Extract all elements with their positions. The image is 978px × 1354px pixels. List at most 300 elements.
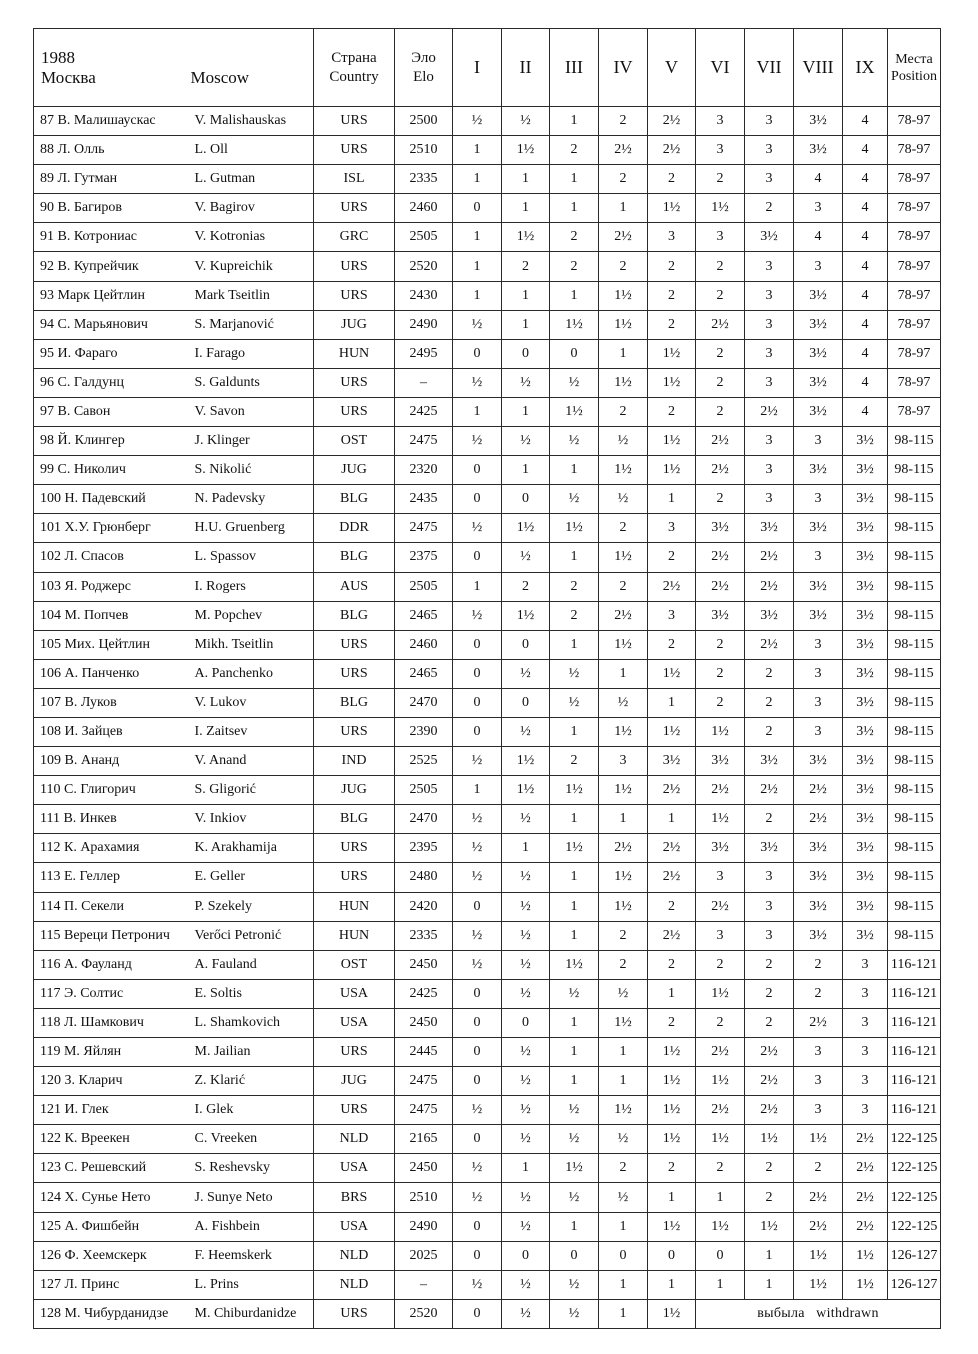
player-elo: 2465 xyxy=(395,659,453,688)
round-score-1: 1 xyxy=(453,776,502,805)
player-name-en: I. Zaitsev xyxy=(191,717,314,746)
round-score-9: 4 xyxy=(843,136,888,165)
round-score-7: 2½ xyxy=(745,1038,794,1067)
table-row xyxy=(34,252,941,281)
player-position: 98-115 xyxy=(888,892,941,921)
table-row xyxy=(34,456,941,485)
header-round-2: II xyxy=(502,29,550,107)
round-score-7: 3 xyxy=(745,427,794,456)
round-score-3: 1½ xyxy=(550,397,599,426)
header-elo-ru: Эло xyxy=(411,49,436,66)
round-score-5: 1½ xyxy=(648,1212,696,1241)
round-score-4: 1½ xyxy=(599,863,648,892)
round-score-5: 2 xyxy=(648,165,696,194)
player-elo: 2430 xyxy=(395,281,453,310)
round-score-7: 2½ xyxy=(745,776,794,805)
header-elo xyxy=(395,29,453,107)
round-score-9: 4 xyxy=(843,252,888,281)
round-score-6: 1½ xyxy=(696,1212,745,1241)
player-name-en: Mark Tseitlin xyxy=(191,281,314,310)
table-body xyxy=(34,107,941,1329)
player-name-ru: 127 Л. Принс xyxy=(34,1270,191,1299)
table-row xyxy=(34,427,941,456)
round-score-4: 1 xyxy=(599,1038,648,1067)
round-score-5: 1½ xyxy=(648,1096,696,1125)
player-elo: 2510 xyxy=(395,1183,453,1212)
event-city-en: Moscow xyxy=(190,67,250,87)
round-score-7: 1½ xyxy=(745,1212,794,1241)
round-score-6: 1 xyxy=(696,1183,745,1212)
round-score-5: 2½ xyxy=(648,921,696,950)
round-score-3: 2 xyxy=(550,136,599,165)
player-position: 78-97 xyxy=(888,252,941,281)
round-score-1: 0 xyxy=(453,1038,502,1067)
round-score-2: 1½ xyxy=(502,136,550,165)
player-position: 122-125 xyxy=(888,1125,941,1154)
player-name-ru: 96 С. Галдунц xyxy=(34,368,191,397)
player-name-en: C. Vreeken xyxy=(191,1125,314,1154)
round-score-6: 2½ xyxy=(696,892,745,921)
player-name-en: S. Galdunts xyxy=(191,368,314,397)
table-row xyxy=(34,863,941,892)
player-country: URS xyxy=(314,368,395,397)
round-score-6: 2½ xyxy=(696,776,745,805)
player-country: JUG xyxy=(314,310,395,339)
round-score-6: 2 xyxy=(696,368,745,397)
round-score-3: ½ xyxy=(550,659,599,688)
round-score-9: 3½ xyxy=(843,601,888,630)
round-score-8: 3½ xyxy=(794,397,843,426)
player-elo: 2425 xyxy=(395,397,453,426)
round-score-8: 3½ xyxy=(794,107,843,136)
round-score-3: 1 xyxy=(550,456,599,485)
round-score-4: 2½ xyxy=(599,601,648,630)
round-score-9: 3½ xyxy=(843,630,888,659)
round-score-5: 2½ xyxy=(648,136,696,165)
player-country: NLD xyxy=(314,1241,395,1270)
player-name-ru: 121 И. Глек xyxy=(34,1096,191,1125)
player-elo: – xyxy=(395,368,453,397)
round-score-7: 3 xyxy=(745,136,794,165)
player-name-en: F. Heemskerk xyxy=(191,1241,314,1270)
player-country: URS xyxy=(314,281,395,310)
round-score-4: 1½ xyxy=(599,1008,648,1037)
round-score-6: 2½ xyxy=(696,1096,745,1125)
player-country: URS xyxy=(314,1096,395,1125)
player-elo: 2500 xyxy=(395,107,453,136)
player-elo: 2470 xyxy=(395,805,453,834)
round-score-4: 2½ xyxy=(599,834,648,863)
table-row xyxy=(34,1183,941,1212)
round-score-2: 1½ xyxy=(502,601,550,630)
round-score-3: 1½ xyxy=(550,1154,599,1183)
round-score-9: 4 xyxy=(843,339,888,368)
player-name-en: I. Rogers xyxy=(191,572,314,601)
round-score-1: 1 xyxy=(453,165,502,194)
round-score-5: 1½ xyxy=(648,1067,696,1096)
player-name-en: L. Gutman xyxy=(191,165,314,194)
round-score-7: 3 xyxy=(745,165,794,194)
round-score-5: 3½ xyxy=(648,747,696,776)
round-score-3: 1 xyxy=(550,281,599,310)
player-name-ru: 90 В. Багиров xyxy=(34,194,191,223)
round-score-5: 1 xyxy=(648,1183,696,1212)
round-score-8: 3 xyxy=(794,659,843,688)
table-row xyxy=(34,979,941,1008)
round-score-3: 1½ xyxy=(550,514,599,543)
player-country: URS xyxy=(314,107,395,136)
round-score-9: 4 xyxy=(843,194,888,223)
round-score-2: ½ xyxy=(502,1299,550,1328)
round-score-4: 1½ xyxy=(599,630,648,659)
player-country: AUS xyxy=(314,572,395,601)
round-score-1: 0 xyxy=(453,1008,502,1037)
round-score-1: 1 xyxy=(453,281,502,310)
round-score-9: 3½ xyxy=(843,776,888,805)
round-score-4: 1 xyxy=(599,1212,648,1241)
player-country: USA xyxy=(314,1154,395,1183)
round-score-6: 3½ xyxy=(696,514,745,543)
table-row xyxy=(34,717,941,746)
round-score-6: 3½ xyxy=(696,834,745,863)
table-row xyxy=(34,514,941,543)
player-name-en: V. Lukov xyxy=(191,688,314,717)
round-score-6: 2½ xyxy=(696,456,745,485)
player-name-ru: 99 С. Николич xyxy=(34,456,191,485)
round-score-2: ½ xyxy=(502,717,550,746)
table-row xyxy=(34,921,941,950)
round-score-5: 2 xyxy=(648,543,696,572)
round-score-5: 3 xyxy=(648,514,696,543)
player-name-ru: 100 Н. Падевский xyxy=(34,485,191,514)
round-score-4: 2 xyxy=(599,107,648,136)
player-country: HUN xyxy=(314,892,395,921)
table-row xyxy=(34,950,941,979)
round-score-5: 1 xyxy=(648,1270,696,1299)
player-country: URS xyxy=(314,834,395,863)
round-score-3: 1 xyxy=(550,1212,599,1241)
round-score-9: 3½ xyxy=(843,485,888,514)
round-score-9: 3 xyxy=(843,979,888,1008)
player-name-en: S. Reshevsky xyxy=(191,1154,314,1183)
player-country: USA xyxy=(314,1008,395,1037)
round-score-1: 0 xyxy=(453,485,502,514)
player-elo: 2025 xyxy=(395,1241,453,1270)
round-score-2: 1½ xyxy=(502,223,550,252)
player-position: 98-115 xyxy=(888,776,941,805)
player-country: JUG xyxy=(314,456,395,485)
header-elo-en: Elo xyxy=(413,68,434,85)
player-name-ru: 123 С. Решевский xyxy=(34,1154,191,1183)
header-round-4: IV xyxy=(599,29,648,107)
round-score-8: 2½ xyxy=(794,776,843,805)
round-score-8: 4 xyxy=(794,223,843,252)
round-score-6: 2 xyxy=(696,281,745,310)
round-score-1: ½ xyxy=(453,1183,502,1212)
round-score-7: 1 xyxy=(745,1270,794,1299)
round-score-7: 3½ xyxy=(745,514,794,543)
player-name-ru: 116 А. Фауланд xyxy=(34,950,191,979)
round-score-8: 3½ xyxy=(794,863,843,892)
table-row xyxy=(34,223,941,252)
player-elo: 2450 xyxy=(395,1008,453,1037)
round-score-3: 1 xyxy=(550,630,599,659)
round-score-5: 2½ xyxy=(648,834,696,863)
round-score-6: 3 xyxy=(696,107,745,136)
player-country: BLG xyxy=(314,601,395,630)
player-name-ru: 122 К. Вреекен xyxy=(34,1125,191,1154)
player-name-en: E. Soltis xyxy=(191,979,314,1008)
round-score-9: 3½ xyxy=(843,921,888,950)
player-country: IND xyxy=(314,747,395,776)
round-score-1: 0 xyxy=(453,456,502,485)
round-score-3: ½ xyxy=(550,1183,599,1212)
round-score-7: 2 xyxy=(745,659,794,688)
player-country: BRS xyxy=(314,1183,395,1212)
round-score-7: 2 xyxy=(745,1183,794,1212)
player-elo: 2475 xyxy=(395,1067,453,1096)
player-country: NLD xyxy=(314,1125,395,1154)
header-country xyxy=(314,29,395,107)
round-score-9: 4 xyxy=(843,368,888,397)
round-score-5: 2 xyxy=(648,397,696,426)
player-country: NLD xyxy=(314,1270,395,1299)
round-score-8: 3½ xyxy=(794,747,843,776)
player-elo: 2335 xyxy=(395,921,453,950)
round-score-7: 3 xyxy=(745,892,794,921)
round-score-5: 2 xyxy=(648,892,696,921)
round-score-1: ½ xyxy=(453,368,502,397)
player-position: 116-121 xyxy=(888,950,941,979)
table-row xyxy=(34,397,941,426)
table-row xyxy=(34,688,941,717)
round-score-6: 1½ xyxy=(696,1067,745,1096)
round-score-1: ½ xyxy=(453,107,502,136)
round-score-7: 2 xyxy=(745,1154,794,1183)
player-name-en: V. Kotronias xyxy=(191,223,314,252)
table-row xyxy=(34,1067,941,1096)
player-position: 98-115 xyxy=(888,572,941,601)
player-name-en: Mikh. Tseitlin xyxy=(191,630,314,659)
player-position: 78-97 xyxy=(888,136,941,165)
round-score-6: 2 xyxy=(696,252,745,281)
player-position: 98-115 xyxy=(888,863,941,892)
round-score-8: 3 xyxy=(794,485,843,514)
round-score-9: 3 xyxy=(843,1038,888,1067)
table-row xyxy=(34,165,941,194)
header-round-7: VII xyxy=(745,29,794,107)
table-row xyxy=(34,136,941,165)
round-score-8: 3½ xyxy=(794,136,843,165)
table-row xyxy=(34,1154,941,1183)
table-row xyxy=(34,1241,941,1270)
round-score-1: ½ xyxy=(453,950,502,979)
player-position: 78-97 xyxy=(888,397,941,426)
round-score-8: 3½ xyxy=(794,368,843,397)
round-score-2: ½ xyxy=(502,107,550,136)
round-score-3: 2 xyxy=(550,252,599,281)
round-score-9: 3½ xyxy=(843,456,888,485)
round-score-4: 1 xyxy=(599,805,648,834)
round-score-2: ½ xyxy=(502,1270,550,1299)
round-score-8: 1½ xyxy=(794,1125,843,1154)
round-score-2: 1 xyxy=(502,310,550,339)
round-score-3: ½ xyxy=(550,1125,599,1154)
round-score-7: 3½ xyxy=(745,601,794,630)
player-name-en: S. Nikolić xyxy=(191,456,314,485)
round-score-4: ½ xyxy=(599,427,648,456)
header-country-ru: Страна xyxy=(331,49,377,66)
round-score-4: 1½ xyxy=(599,310,648,339)
round-score-1: 0 xyxy=(453,659,502,688)
round-score-4: ½ xyxy=(599,688,648,717)
player-position: 98-115 xyxy=(888,747,941,776)
round-score-4: 2 xyxy=(599,1154,648,1183)
player-position: 122-125 xyxy=(888,1212,941,1241)
round-score-2: 1 xyxy=(502,456,550,485)
round-score-2: 1½ xyxy=(502,747,550,776)
player-position: 98-115 xyxy=(888,921,941,950)
player-name-ru: 110 С. Глигорич xyxy=(34,776,191,805)
player-name-ru: 119 М. Яйлян xyxy=(34,1038,191,1067)
player-elo: 2490 xyxy=(395,310,453,339)
player-name-ru: 113 Е. Геллер xyxy=(34,863,191,892)
round-score-7: 3½ xyxy=(745,834,794,863)
round-score-2: 1 xyxy=(502,397,550,426)
round-score-2: ½ xyxy=(502,1067,550,1096)
round-score-1: 1 xyxy=(453,572,502,601)
round-score-9: 3½ xyxy=(843,688,888,717)
round-score-1: ½ xyxy=(453,1154,502,1183)
player-country: BLG xyxy=(314,688,395,717)
round-score-9: 2½ xyxy=(843,1154,888,1183)
player-name-ru: 117 Э. Солтис xyxy=(34,979,191,1008)
round-score-6: 2 xyxy=(696,397,745,426)
round-score-6: 3 xyxy=(696,223,745,252)
round-score-8: 3 xyxy=(794,543,843,572)
round-score-2: ½ xyxy=(502,659,550,688)
table-row xyxy=(34,1125,941,1154)
player-position: 116-121 xyxy=(888,1067,941,1096)
player-name-en: V. Inkiov xyxy=(191,805,314,834)
round-score-3: 1 xyxy=(550,1008,599,1037)
round-score-3: 2 xyxy=(550,572,599,601)
round-score-1: 0 xyxy=(453,194,502,223)
player-position: 98-115 xyxy=(888,630,941,659)
round-score-4: 1 xyxy=(599,339,648,368)
player-position: 98-115 xyxy=(888,805,941,834)
header-round-3: III xyxy=(550,29,599,107)
player-elo: 2465 xyxy=(395,601,453,630)
player-name-ru: 92 В. Купрейчик xyxy=(34,252,191,281)
round-score-2: 1 xyxy=(502,1154,550,1183)
table-row xyxy=(34,1212,941,1241)
round-score-2: 2 xyxy=(502,252,550,281)
round-score-4: 1½ xyxy=(599,776,648,805)
round-score-7: 3 xyxy=(745,921,794,950)
round-score-3: ½ xyxy=(550,1299,599,1328)
round-score-6: 2 xyxy=(696,1008,745,1037)
round-score-1: 1 xyxy=(453,252,502,281)
round-score-2: ½ xyxy=(502,543,550,572)
round-score-9: 4 xyxy=(843,397,888,426)
round-score-2: 1 xyxy=(502,834,550,863)
player-name-ru: 115 Вереци Петронич xyxy=(34,921,191,950)
round-score-8: 2 xyxy=(794,1154,843,1183)
round-score-3: ½ xyxy=(550,1096,599,1125)
round-score-7: 3 xyxy=(745,863,794,892)
round-score-5: 3 xyxy=(648,223,696,252)
round-score-4: 2½ xyxy=(599,136,648,165)
round-score-6: 1½ xyxy=(696,717,745,746)
round-score-4: 1½ xyxy=(599,1096,648,1125)
round-score-7: 2½ xyxy=(745,1096,794,1125)
event-city-ru: Москва xyxy=(41,67,96,87)
round-score-7: 3 xyxy=(745,339,794,368)
round-score-3: 1 xyxy=(550,863,599,892)
round-score-1: 1 xyxy=(453,223,502,252)
player-name-en: J. Klinger xyxy=(191,427,314,456)
tournament-crosstable xyxy=(33,28,941,1329)
header-event-ru xyxy=(34,29,191,107)
player-name-ru: 88 Л. Олль xyxy=(34,136,191,165)
round-score-2: ½ xyxy=(502,863,550,892)
round-score-5: 3 xyxy=(648,601,696,630)
round-score-3: 1 xyxy=(550,805,599,834)
player-elo: 2320 xyxy=(395,456,453,485)
round-score-9: 3½ xyxy=(843,514,888,543)
table-row xyxy=(34,281,941,310)
player-position: 126-127 xyxy=(888,1270,941,1299)
player-position: 116-121 xyxy=(888,1008,941,1037)
table-row xyxy=(34,1038,941,1067)
round-score-6: 1½ xyxy=(696,979,745,1008)
table-row xyxy=(34,368,941,397)
round-score-6: 1½ xyxy=(696,1125,745,1154)
player-name-ru: 118 Л. Шамкович xyxy=(34,1008,191,1037)
round-score-4: 2 xyxy=(599,950,648,979)
round-score-6: 2 xyxy=(696,339,745,368)
round-score-5: 1½ xyxy=(648,368,696,397)
player-name-ru: 125 А. Фишбейн xyxy=(34,1212,191,1241)
round-score-6: 2½ xyxy=(696,543,745,572)
round-score-1: ½ xyxy=(453,1096,502,1125)
round-score-4: 2 xyxy=(599,572,648,601)
round-score-7: 2½ xyxy=(745,630,794,659)
round-score-2: 2 xyxy=(502,572,550,601)
round-score-4: 2½ xyxy=(599,223,648,252)
player-position: 78-97 xyxy=(888,223,941,252)
player-name-en: S. Marjanović xyxy=(191,310,314,339)
player-name-ru: 104 М. Попчев xyxy=(34,601,191,630)
round-score-9: 3 xyxy=(843,1067,888,1096)
player-name-ru: 106 А. Панченко xyxy=(34,659,191,688)
round-score-2: ½ xyxy=(502,979,550,1008)
table-row xyxy=(34,1008,941,1037)
player-name-en: N. Padevsky xyxy=(191,485,314,514)
player-name-en: V. Savon xyxy=(191,397,314,426)
table-row xyxy=(34,107,941,136)
table-row xyxy=(34,892,941,921)
round-score-2: ½ xyxy=(502,805,550,834)
header-row xyxy=(34,29,941,107)
round-score-2: 0 xyxy=(502,688,550,717)
round-score-5: 2 xyxy=(648,1154,696,1183)
round-score-3: 1 xyxy=(550,543,599,572)
round-score-3: 2 xyxy=(550,223,599,252)
round-score-8: 3 xyxy=(794,1096,843,1125)
player-name-en: H.U. Gruenberg xyxy=(191,514,314,543)
